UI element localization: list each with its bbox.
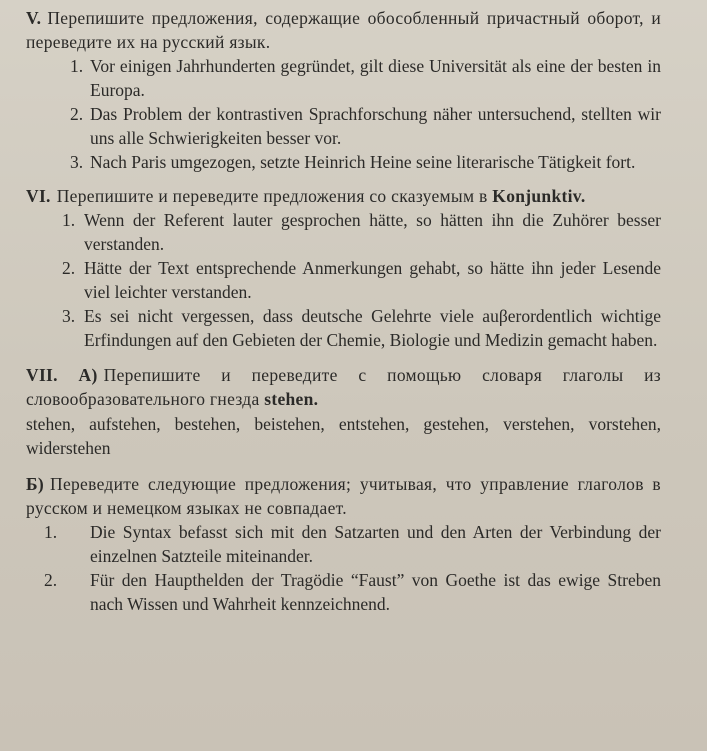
section-vi-list <box>26 208 661 352</box>
section-vii-b <box>26 472 661 616</box>
section-vii-a-number: VII. А) <box>26 365 98 385</box>
section-vi-keyword: Konjunktiv. <box>492 186 586 206</box>
item-number: 2. <box>70 104 84 124</box>
item-text: Das Problem der kontrastiven Sprachforschung näher untersuchend, stellten wir uns alle Schwierigkeiten besser vor. <box>90 104 661 148</box>
list-item <box>26 208 661 256</box>
item-text: Vor einigen Jahrhunderten gegründet, gilt diese Universität als eine der besten in Europa. <box>90 56 661 100</box>
section-vii-b-instruction: Переведите следующие предложения; учитывая, что управление глаголов в русском и немецком языках не совпадает. <box>26 474 661 518</box>
list-item <box>26 520 661 568</box>
item-text: Wenn der Referent lauter gesprochen hätte, so hätten ihn die Zuhörer besser verstanden. <box>84 210 661 254</box>
section-vii-a-heading <box>26 363 661 411</box>
item-text: Es sei nicht vergessen, dass deutsche Gelehrte viele auβerordentlich wichtige Erfindungen auf den Gebieten der Chemie, Biologie und Medizin gemacht haben. <box>84 306 661 350</box>
section-vi-instruction: Перепишите и переведите предложения со сказуемым в <box>56 186 488 206</box>
section-vii-b-number: Б) <box>26 474 44 494</box>
word-family-list: stehen, aufstehen, bestehen, beistehen, entstehen, gestehen, verstehen, vorstehen, widerstehen <box>26 414 661 458</box>
item-number: 2. <box>62 258 76 278</box>
list-item <box>26 568 661 616</box>
list-item <box>26 150 661 174</box>
section-v-list <box>26 54 661 174</box>
item-text: Die Syntax befasst sich mit den Satzarten und den Arten der Verbindung der einzelnen Satzteile miteinander. <box>90 522 661 566</box>
item-text: Nach Paris umgezogen, setzte Heinrich Heine seine literarische Tätigkeit fort. <box>90 152 636 172</box>
section-vii-a-keyword: stehen. <box>264 389 319 409</box>
item-text: Hätte der Text entsprechende Anmerkungen gehabt, so hätte ihn jeder Lesende viel leichter verstanden. <box>84 258 661 302</box>
item-number: 1. <box>70 56 84 76</box>
list-item <box>26 256 661 304</box>
item-number: 1. <box>44 522 58 542</box>
item-number: 3. <box>62 306 76 326</box>
section-vii-a <box>26 363 661 460</box>
section-v-number: V. <box>26 8 42 28</box>
item-number: 1. <box>62 210 76 230</box>
item-text: Für den Haupthelden der Tragödie “Faust” von Goethe ist das ewige Streben nach Wissen und Wahrheit kennzeichnend. <box>90 570 661 614</box>
section-vii-b-list <box>26 520 661 616</box>
list-item <box>26 304 661 352</box>
section-v-instruction: Перепишите предложения, содержащие обособленный причастный оборот, и переведите их на русский язык. <box>26 8 661 52</box>
section-vi <box>26 184 661 352</box>
section-vii-b-heading <box>26 472 661 520</box>
list-item <box>26 102 661 150</box>
list-item <box>26 54 661 102</box>
section-vii-a-instruction: Перепишите и переведите с помощью словаря глаголы из словообразовательного гнезда <box>26 365 661 409</box>
section-v <box>26 6 661 174</box>
section-v-heading <box>26 6 661 54</box>
section-vi-heading <box>26 184 661 208</box>
section-vi-number: VI. <box>26 186 51 206</box>
item-number: 2. <box>44 570 58 590</box>
item-number: 3. <box>70 152 84 172</box>
